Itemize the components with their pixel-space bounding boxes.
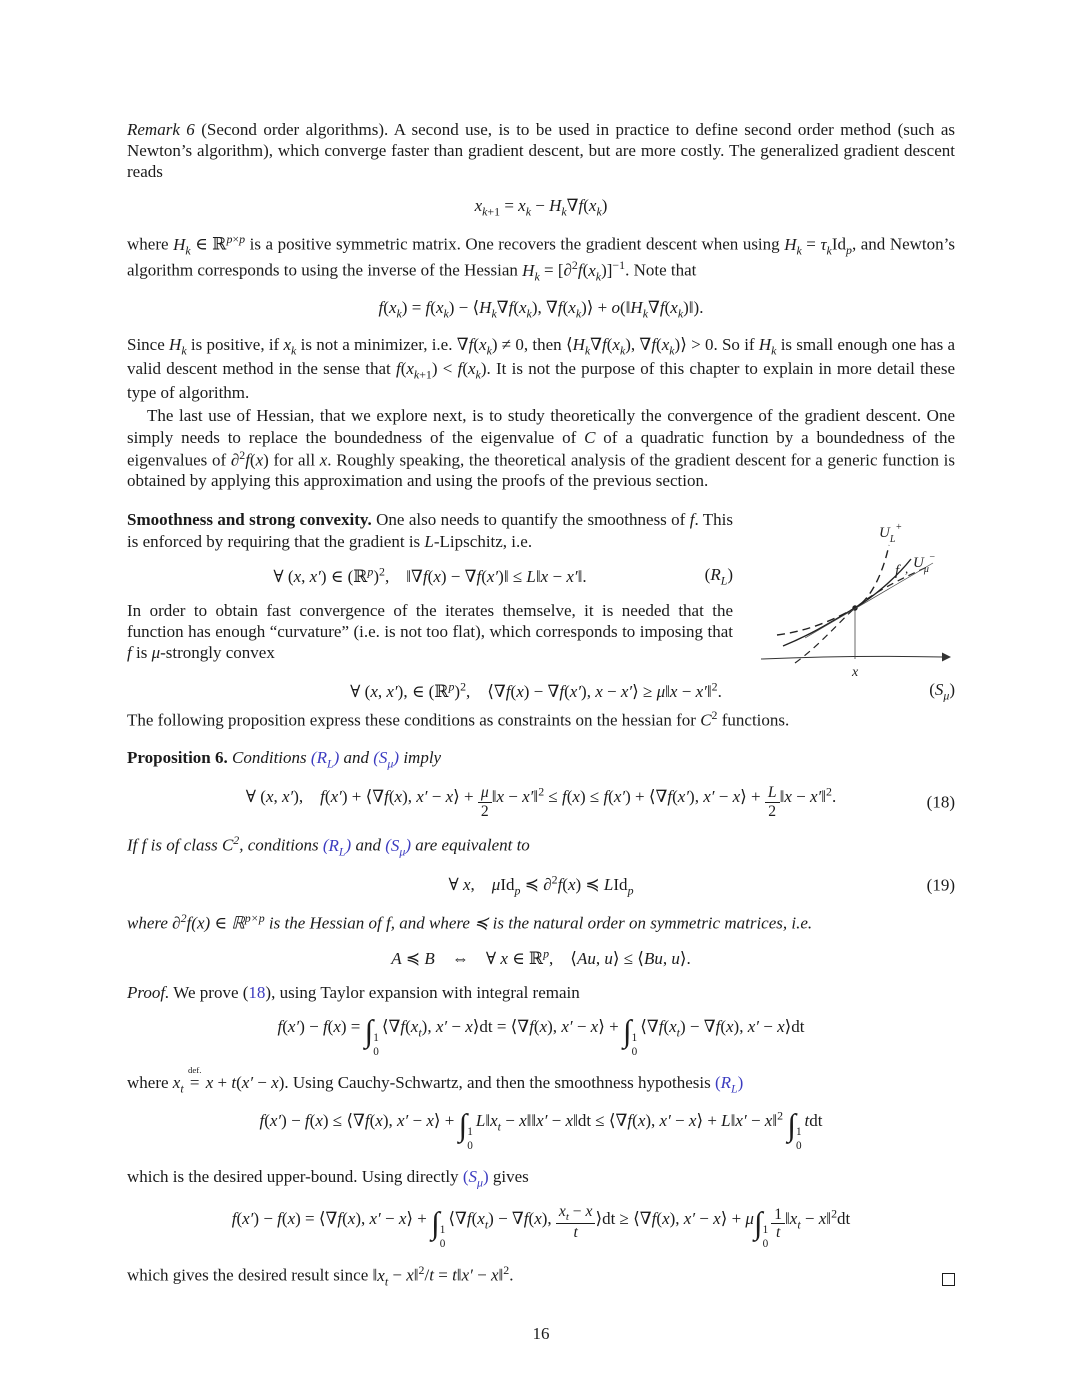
equation-taylor-expansion: f(x′) − f(x) = ∫ 1 0 $⟨\nabla f(x_t)$, x′ − x⟩dt = ⟨∇f(x), x′ − x⟩ + ∫ 1 0 $⟨\nabla f(x_t) - \nabla f(x)$, x′ − x⟩dt <box>277 1013 805 1059</box>
label-separator: , <box>905 561 909 577</box>
equation-tag-19: (19) <box>926 875 955 895</box>
curve-upper-bound-dashed <box>777 545 889 635</box>
page-content <box>127 119 955 1344</box>
ref-smu-link[interactable]: $(S_\mu)$ <box>385 835 411 859</box>
qed-box <box>942 1273 955 1286</box>
proposition-mid-text: If f is of class $C^2$, conditions $(R_L)$ and $(S_\mu)$ are equivalent to <box>127 833 530 859</box>
ref-smu-link[interactable]: $(S_\mu)$ <box>373 748 400 771</box>
tangent-line <box>805 563 933 638</box>
paragraph-last-use-hessian: The last use of Hessian, that we explore next, is to study theoretically the convergence of the gradient descent. One simply needs to replace the boundedness of the eigenvalue of C of a quadratic function by a boundedness of the eigenvalues of ∂$^2$f(x) for all x. Roughly speaking, the theoretical analysis of the gradient descent for a generic function is obtained by applying this approximation and using the proofs of the previous section. <box>127 406 955 491</box>
equation-fxk-expansion: $f(x_k) = f(x_k)$ − $⟨H_k\nabla f(x_k)$, $\nabla f(x_k)⟩$ + $o(‖H_k\nabla f(x_k)‖)$. <box>378 297 704 321</box>
proof-label: Proof. <box>127 983 170 1003</box>
equation-19: ∀ x, μId$_p$ ≼ ∂$^2$f(x) ≼ LId$_p$ (19) <box>448 872 955 898</box>
tangency-dot <box>852 606 857 611</box>
smoothness-section <box>127 509 955 731</box>
label-lower-bound: $U_\mu^-$ <box>913 552 936 576</box>
label-x-axis-point: x <box>852 665 859 681</box>
remark-text: (Second order algorithms). A second use, is to be used in practice to define second order method (such as Newton’s algorithm), which converge faster than gradient descent, but are more costly. The generalized gradient descent reads <box>127 120 956 182</box>
paragraph-curvature: In order to obtain fast convergence of the iterates themselve, it is needed that the function has enough “curvature” (i.e. is not too flat), which corresponds to imposing that f is μ-strongly convex <box>127 601 733 663</box>
paragraph-following-proposition: The following proposition express these conditions as constraints on the hessian for $C^2$ functions. <box>127 708 790 730</box>
equation-lower-bound: f(x′) − f(x) = ⟨∇f(x), x′ − x⟩ + ∫ 1 0 $⟨\nabla f(x_t) - \nabla f(x)$, $\frac{x_t - x}{t}$ ⟩dt ≥ ⟨∇f(x), x′ − x⟩ + μ∫ 1 0 $\frac{1}{t}$ $‖x_t$ − x‖$^2$dt <box>231 1202 851 1250</box>
remark-paragraph <box>127 119 955 182</box>
proposition-6: Proposition 6. Conditions $(R_L)$ and $(S_\mu)$ imply <box>127 748 442 771</box>
curve-f-solid <box>783 559 911 646</box>
remark-label: Remark 6 <box>127 120 195 139</box>
equation-strong-convexity: ∀ (x, x′), ∈ (ℝ$^p$)$^2$, ⟨∇f(x) − ∇f(x′), x − x′⟩ ≥ μ‖x − x′‖$^2$. $(S_\mu)$ <box>350 679 955 703</box>
equation-18: ∀ (x, x′), f(x′) + ⟨∇f(x), x′ − x⟩ + $\frac{\mu}{2}$ ‖x − x′‖$^2$ ≤ f(x) ≤ f(x′) + ⟨∇f(x′), x′ − x⟩ + $\frac{L}{2}$ ‖x − x′‖$^2$. (18) <box>245 784 955 820</box>
ref-18-link[interactable]: 18 <box>248 983 266 1003</box>
label-f: f <box>895 563 900 580</box>
ref-rl-link[interactable]: $(R_L)$ <box>310 748 340 771</box>
equation-tag-rl: $(R_L)$ <box>704 564 733 588</box>
paragraph-where-hk: where $H_k$ ∈ ℝ$^{p\times p}$ is a positive symmetric matrix. One recovers the gradient descent when using $H_k = \tau_kId_p$, and Newton’s algorithm corresponds to using the inverse of the Hessian $H_k = [\partial^2f(x_k)]^{-1}$. Note that <box>127 232 955 284</box>
proof-paragraph: Proof. We prove (18), using Taylor expansion with integral remain <box>127 983 580 1003</box>
smoothness-text-column <box>127 509 733 663</box>
equation-tag-smu: $(S_\mu)$ <box>929 679 955 703</box>
equation-tag-18: (18) <box>926 792 955 812</box>
equation-lipschitz: ∀ (x, x′) ∈ (ℝ$^p$)$^2$, ‖∇f(x) − ∇f(x′)‖ ≤ L‖x − x′‖. $(R_L)$ <box>273 564 733 588</box>
page-number: 16 <box>532 1323 550 1343</box>
x-axis-arrowhead <box>942 653 951 662</box>
ref-rl-link[interactable]: $(R_L)$ <box>322 835 352 859</box>
hand-drawn-convexity-sketch <box>755 515 969 703</box>
proposition-heading: Proposition 6. <box>127 748 228 768</box>
label-upper-bound: $U_L^+$ <box>879 522 903 546</box>
paragraph-final-result: which gives the desired result since $‖x_t$ − x‖$^2$/t = t‖x′ − x‖$^2$. <box>127 1263 955 1289</box>
equation-gradient-update: $x_{k+1} = x_k - H_k\nabla f(x_k)$ <box>474 196 608 219</box>
paragraph-where-xt: where $x_t$ def. = x + t(x′ − x). Using Cauchy-Schwartz, and then the smoothness hypothesis $(R_L)$ <box>127 1064 744 1095</box>
proposition-end-text: where ∂$^2$f(x) ∈ ℝ$^{p\times p}$ is the Hessian of f, and where ≼ is the natural order on symmetric matrices, i.e. <box>127 910 813 933</box>
x-axis <box>761 657 943 660</box>
ref-smu-link[interactable]: $(S_\mu)$ <box>462 1166 489 1189</box>
ref-rl-link[interactable]: $(R_L)$ <box>714 1072 744 1095</box>
curve-lower-bound-dashed <box>795 567 927 663</box>
paragraph-since-hk: Since $H_k$ is positive, if $x_k$ is not a minimizer, i.e. $\nabla f(x_k) \ne 0$, then $⟨H_k\nabla f(x_k)$, $\nabla f(x_k)⟩ > 0$. So if $H_k$ is small enough one has a valid descent method in the sense that $f(x_{k+1}) < f(x_k)$. It is not the purpose of this chapter to explain in more detail these type of algorithm. <box>127 335 956 403</box>
paragraph-upper-bound: which is the desired upper-bound. Using directly $(S_\mu)$ gives <box>127 1166 529 1189</box>
smoothness-intro: Smoothness and strong convexity. One also needs to quantify the smoothness of f. This is enforced by requiring that the gradient is L-Lipschitz, i.e. <box>127 510 734 551</box>
equation-upper-bound: f(x′) − f(x) ≤ ⟨∇f(x), x′ − x⟩ + ∫ 1 0 $L‖x_t$ − x‖‖x′ − x‖dt ≤ ⟨∇f(x), x′ − x⟩ + L‖x′ − x‖$^2$ ∫ 1 0 tdt <box>259 1107 823 1153</box>
smoothness-heading: Smoothness and strong convexity. <box>127 510 372 530</box>
equation-matrix-order: A ≼ B ⇔ ∀ x ∈ ℝ$^p$, ⟨Au, u⟩ ≤ ⟨Bu, u⟩. <box>391 946 691 969</box>
